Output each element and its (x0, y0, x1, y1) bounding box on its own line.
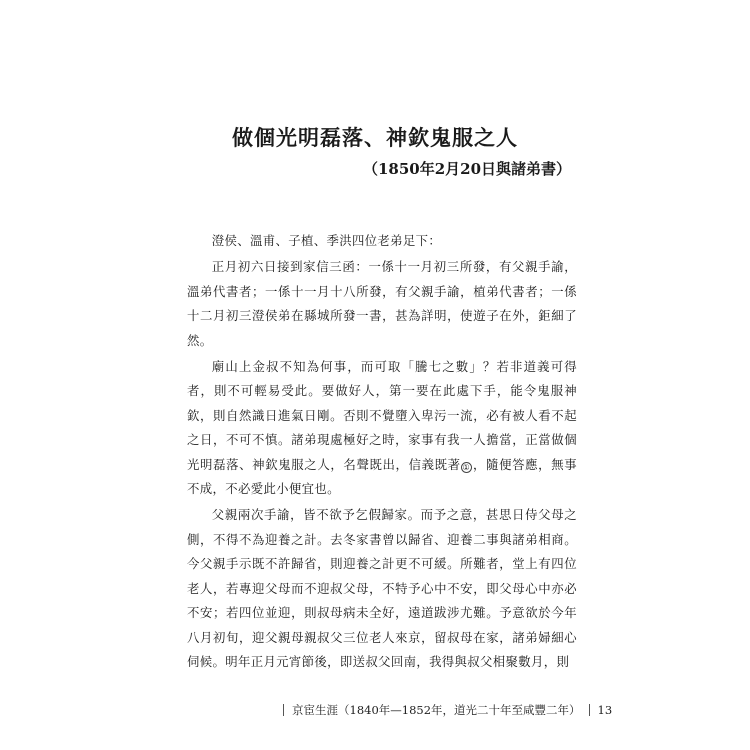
paragraph-2-tail: ，隨便答應，無事不成，不必愛此小便宜也。 (187, 456, 577, 497)
paragraph-2-text: 廟山上金叔不知為何事，而可取「騰七之數」？若非道義可得者，則不可輕易受此。要做好人，第一要在此處下手，能令鬼服神欽，則自然識日進氣日剛。否則不覺墮入卑污一流，必有被人看不起之日，不可不慎。諸弟現處極好之時，家事有我一人擔當，正當做個光明磊落、神欽鬼服之人，名聲既出，信義既著 (187, 359, 577, 472)
subtitle-text: （1850年2月20日與諸弟書） (362, 160, 572, 178)
page-footer (275, 702, 613, 718)
chapter-subtitle (0, 158, 750, 179)
paragraph-2 (187, 355, 577, 501)
letter-body (187, 229, 577, 676)
letter-salutation: 澄侯、溫甫、子植、季洪四位老弟足下： (211, 233, 442, 248)
running-head: 京宦生涯（1840年—1852年，道光二十年至咸豐二年） (292, 703, 581, 717)
footer-divider-right (589, 704, 590, 716)
chapter-title: 做個光明磊落、神欽鬼服之人 (232, 125, 518, 150)
page-number: 13 (597, 703, 613, 717)
paragraph-3: 父親兩次手諭，皆不欲予乞假歸家。而予之意，甚思日侍父母之側，不得不為迎養之計。去冬家書曾以歸省、迎養二事與諸弟相商。今父親手示既不許歸省，則迎養之計更不可緩。所難者，堂上有四位老人，若專迎父母而不迎叔父母，不特予心中不安，即父母心中亦必不安；若四位並迎，則叔母病未全好，遠道跋涉尤難。予意欲於今年八月初旬，迎父親母親叔父三位老人來京，留叔母在家，諸弟婦細心伺候。明年正月元宵節後，即送叔父回南，我得與叔父相聚數月，則 (187, 507, 577, 669)
footer-divider-left (283, 704, 284, 716)
footnote-marker[interactable]: ① (462, 462, 470, 472)
paragraph-1: 正月初六日接到家信三函：一係十一月初三所發，有父親手諭，溫弟代書者；一係十一月十八所發，有父親手諭，植弟代書者；一係十二月初三澄侯弟在縣城所發一書，甚為詳明，使遊子在外，鉅細了然。 (187, 259, 577, 348)
